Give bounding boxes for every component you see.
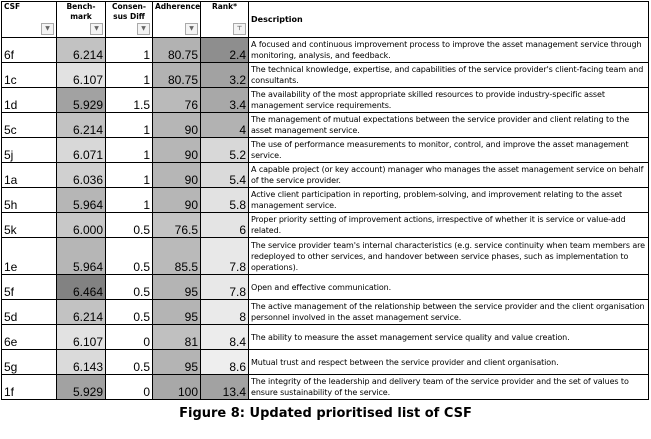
adherence-cell: 90 xyxy=(153,113,201,138)
rank-cell: 4 xyxy=(201,113,249,138)
benchmark-cell: 6.000 xyxy=(57,213,106,238)
rank-cell: 8.4 xyxy=(201,325,249,350)
description-cell: The technical knowledge, expertise, and capabilities of the service provider's client-facing team and consultants. xyxy=(249,63,649,88)
benchmark-cell: 6.464 xyxy=(57,275,106,300)
sort-filter-icon[interactable]: ⊤ xyxy=(233,23,246,35)
table-row xyxy=(2,63,649,88)
benchmark-cell: 5.964 xyxy=(57,238,106,275)
rank-cell: 8 xyxy=(201,300,249,325)
description-cell: A focused and continuous improvement process to improve the asset management service through monitoring, analysis, and feedback. xyxy=(249,38,649,63)
consensus-cell: 1 xyxy=(106,188,153,213)
benchmark-cell: 6.107 xyxy=(57,63,106,88)
adherence-cell: 76.5 xyxy=(153,213,201,238)
benchmark-cell: 5.929 xyxy=(57,88,106,113)
col-rank-label: Rank* xyxy=(211,2,238,11)
col-consensus-label: Consen-sus Diff xyxy=(112,2,146,21)
adherence-cell: 81 xyxy=(153,325,201,350)
csf-cell: 1d xyxy=(2,88,57,113)
csf-cell: 5d xyxy=(2,300,57,325)
description-cell: Active client participation in reporting, problem-solving, and improvement relating to the asset management service. xyxy=(249,188,649,213)
csf-cell: 1e xyxy=(2,238,57,275)
benchmark-cell: 6.214 xyxy=(57,300,106,325)
figure-caption: Figure 8: Updated prioritised list of CSF xyxy=(179,406,472,421)
csf-cell: 6f xyxy=(2,38,57,63)
csf-cell: 5g xyxy=(2,350,57,375)
rank-cell: 13.4 xyxy=(201,375,249,400)
table-row xyxy=(2,325,649,350)
rank-cell: 2.4 xyxy=(201,38,249,63)
adherence-cell: 90 xyxy=(153,138,201,163)
csf-cell: 5c xyxy=(2,113,57,138)
consensus-cell: 0.5 xyxy=(106,275,153,300)
table-row xyxy=(2,188,649,213)
rank-cell: 7.8 xyxy=(201,275,249,300)
consensus-cell: 1.5 xyxy=(106,88,153,113)
consensus-cell: 0.5 xyxy=(106,213,153,238)
csf-cell: 5k xyxy=(2,213,57,238)
col-rank[interactable] xyxy=(201,2,249,38)
benchmark-cell: 5.929 xyxy=(57,375,106,400)
filter-dropdown-icon[interactable]: ▼ xyxy=(137,23,150,35)
filter-dropdown-icon[interactable]: ▼ xyxy=(41,23,54,35)
rank-cell: 3.2 xyxy=(201,63,249,88)
filter-dropdown-icon[interactable]: ▼ xyxy=(90,23,103,35)
consensus-cell: 0 xyxy=(106,375,153,400)
header-row xyxy=(2,2,649,38)
filter-dropdown-icon[interactable]: ▼ xyxy=(185,23,198,35)
description-cell: The ability to measure the asset management service quality and value creation. xyxy=(249,325,649,350)
consensus-cell: 1 xyxy=(106,63,153,88)
description-cell: The management of mutual expectations between the service provider and client relating to the asset management service. xyxy=(249,113,649,138)
table-row xyxy=(2,275,649,300)
table-row xyxy=(2,238,649,275)
table-row xyxy=(2,88,649,113)
col-csf-label: CSF xyxy=(4,2,21,11)
adherence-cell: 80.75 xyxy=(153,63,201,88)
benchmark-cell: 6.214 xyxy=(57,38,106,63)
adherence-cell: 90 xyxy=(153,188,201,213)
description-cell: The integrity of the leadership and delivery team of the service provider and the set of values to ensure sustainability of the service. xyxy=(249,375,649,400)
rank-cell: 8.6 xyxy=(201,350,249,375)
benchmark-cell: 5.964 xyxy=(57,188,106,213)
benchmark-cell: 6.214 xyxy=(57,113,106,138)
adherence-cell: 100 xyxy=(153,375,201,400)
col-description: Description xyxy=(249,2,649,38)
adherence-cell: 95 xyxy=(153,275,201,300)
consensus-cell: 1 xyxy=(106,38,153,63)
description-cell: Mutual trust and respect between the service provider and client organisation. xyxy=(249,350,649,375)
col-benchmark[interactable] xyxy=(57,2,106,38)
csf-cell: 5h xyxy=(2,188,57,213)
table-row xyxy=(2,163,649,188)
table-row xyxy=(2,300,649,325)
consensus-cell: 1 xyxy=(106,163,153,188)
col-consensus[interactable] xyxy=(106,2,153,38)
col-benchmark-label: Bench-mark xyxy=(66,2,96,21)
csf-table xyxy=(1,1,649,400)
adherence-cell: 95 xyxy=(153,350,201,375)
col-adherence[interactable] xyxy=(153,2,201,38)
description-cell: The active management of the relationship between the service provider and the client organisation personnel involved in the asset management service. xyxy=(249,300,649,325)
adherence-cell: 80.75 xyxy=(153,38,201,63)
csf-cell: 6e xyxy=(2,325,57,350)
rank-cell: 5.2 xyxy=(201,138,249,163)
csf-cell: 1c xyxy=(2,63,57,88)
col-adherence-label: Adherence xyxy=(155,2,201,11)
benchmark-cell: 6.036 xyxy=(57,163,106,188)
benchmark-cell: 6.107 xyxy=(57,325,106,350)
adherence-cell: 85.5 xyxy=(153,238,201,275)
table-row xyxy=(2,375,649,400)
rank-cell: 7.8 xyxy=(201,238,249,275)
table-row xyxy=(2,213,649,238)
rank-cell: 5.4 xyxy=(201,163,249,188)
table-row xyxy=(2,38,649,63)
csf-cell: 5j xyxy=(2,138,57,163)
table-row xyxy=(2,113,649,138)
consensus-cell: 0.5 xyxy=(106,350,153,375)
csf-cell: 1f xyxy=(2,375,57,400)
benchmark-cell: 6.071 xyxy=(57,138,106,163)
description-cell: Proper priority setting of improvement actions, irrespective of whether it is service or value-add related. xyxy=(249,213,649,238)
benchmark-cell: 6.143 xyxy=(57,350,106,375)
consensus-cell: 0.5 xyxy=(106,300,153,325)
adherence-cell: 76 xyxy=(153,88,201,113)
rank-cell: 3.4 xyxy=(201,88,249,113)
description-cell: The availability of the most appropriate skilled resources to provide industry-specific asset management service requirements. xyxy=(249,88,649,113)
csf-cell: 1a xyxy=(2,163,57,188)
table-row xyxy=(2,138,649,163)
description-cell: The service provider team's internal characteristics (e.g. service continuity when team members are redeployed to other services, and handover between service phases, such as implementation to operations). xyxy=(249,238,649,275)
rank-cell: 6 xyxy=(201,213,249,238)
col-csf[interactable] xyxy=(2,2,57,38)
adherence-cell: 95 xyxy=(153,300,201,325)
csf-cell: 5f xyxy=(2,275,57,300)
description-cell: Open and effective communication. xyxy=(249,275,649,300)
consensus-cell: 0.5 xyxy=(106,238,153,275)
rank-cell: 5.8 xyxy=(201,188,249,213)
description-cell: A capable project (or key account) manager who manages the asset management service on behalf of the service provider. xyxy=(249,163,649,188)
consensus-cell: 1 xyxy=(106,113,153,138)
consensus-cell: 1 xyxy=(106,138,153,163)
adherence-cell: 90 xyxy=(153,163,201,188)
table-row xyxy=(2,350,649,375)
description-cell: The use of performance measurements to monitor, control, and improve the asset management service. xyxy=(249,138,649,163)
consensus-cell: 0 xyxy=(106,325,153,350)
